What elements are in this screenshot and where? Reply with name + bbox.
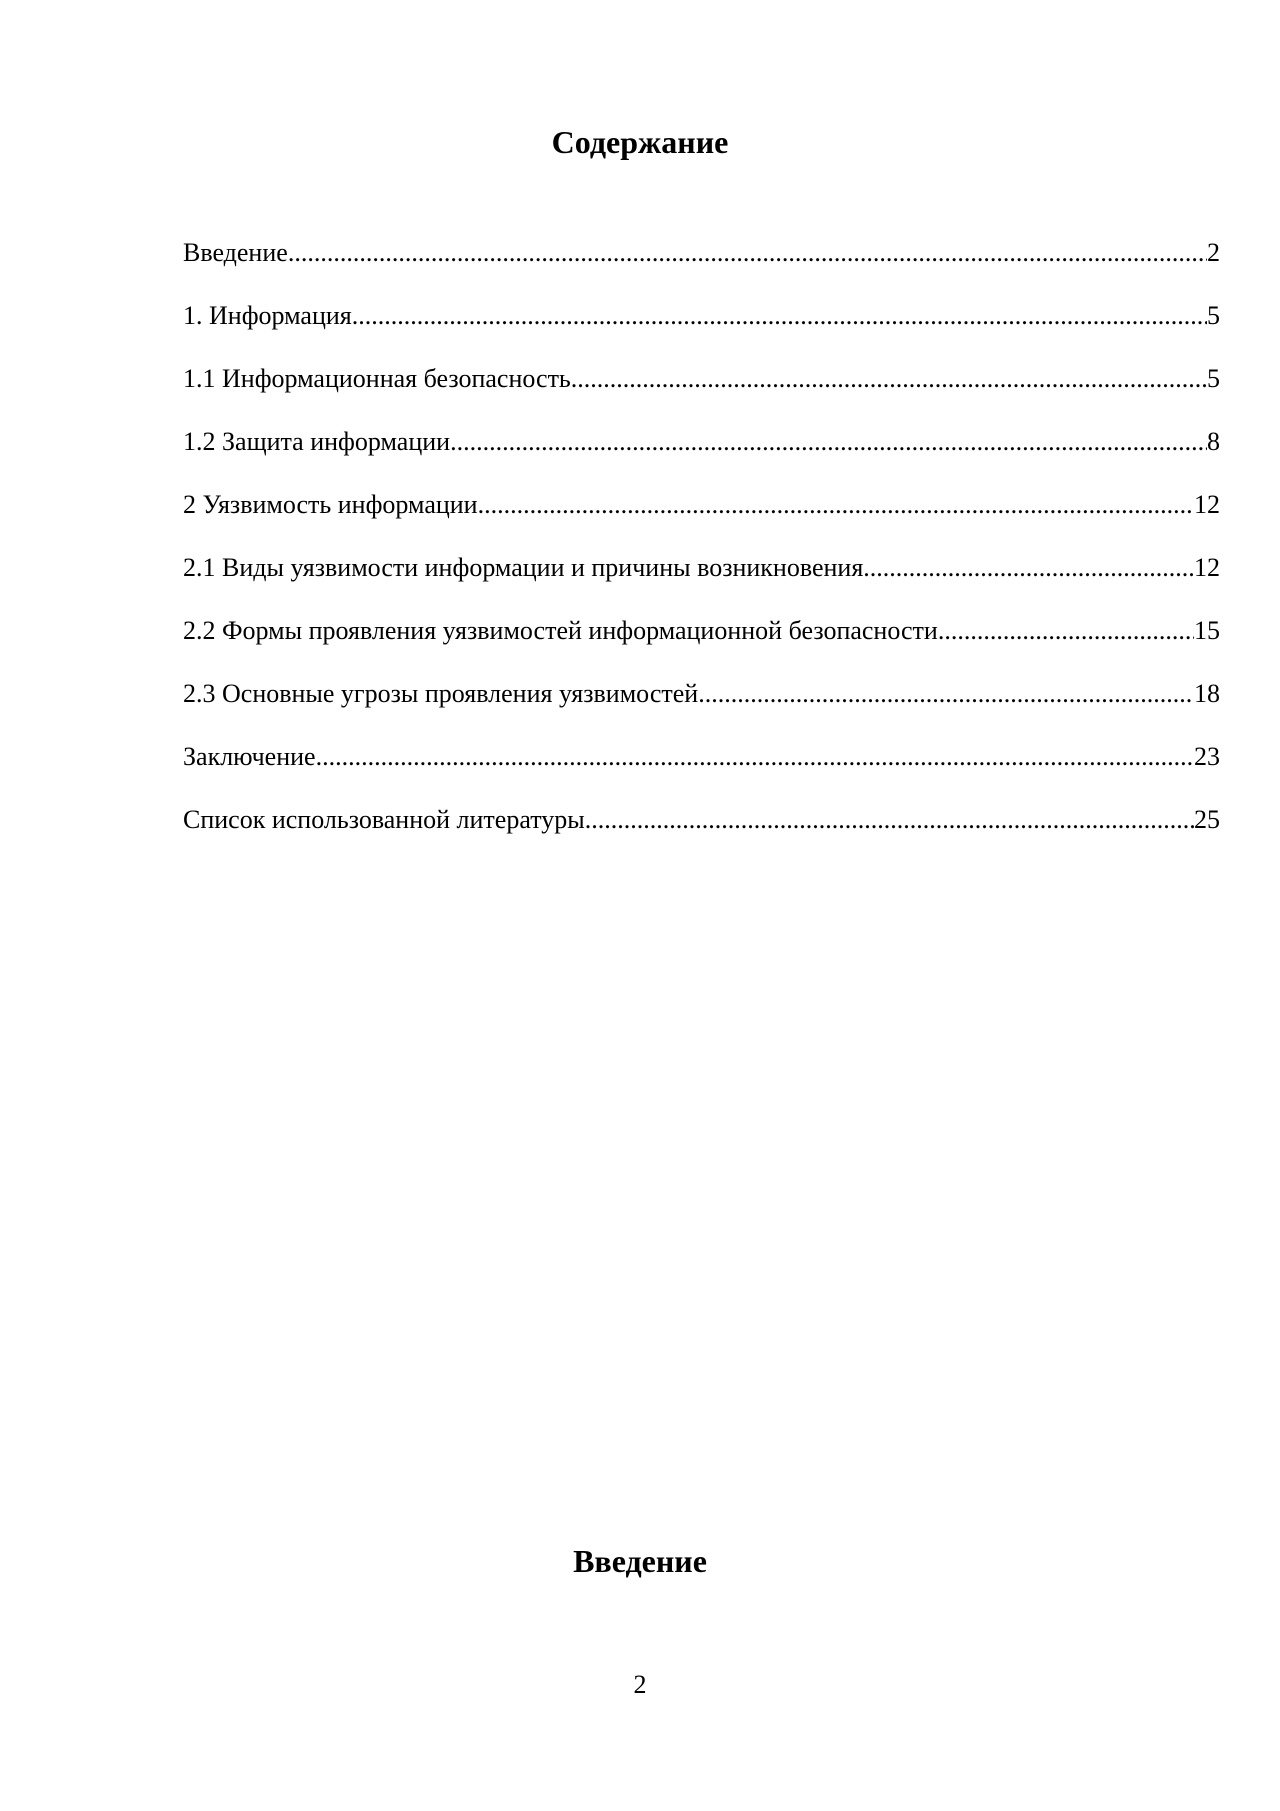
toc-dot-leader <box>938 614 1194 648</box>
section-heading: Введение <box>573 1543 707 1579</box>
toc-entry[interactable] <box>183 488 1220 551</box>
toc-dot-leader <box>571 362 1207 396</box>
toc-title: Содержание <box>551 124 729 160</box>
toc-entry-page: 25 <box>1194 805 1220 834</box>
toc-entry[interactable] <box>183 425 1220 488</box>
toc-entry[interactable] <box>183 236 1220 299</box>
toc-dot-leader <box>288 236 1207 270</box>
toc-entry-page: 12 <box>1194 553 1220 582</box>
toc-entry-page: 8 <box>1207 427 1220 456</box>
toc-entry-page: 23 <box>1194 742 1220 771</box>
toc-entry-label: 1.2 Защита информации <box>183 427 451 456</box>
toc-entry-label: Заключение <box>183 742 316 771</box>
toc-dot-leader <box>352 299 1207 333</box>
page-number: 2 <box>633 1670 647 1699</box>
toc-entry-page: 18 <box>1194 679 1220 708</box>
table-of-contents <box>183 236 1220 866</box>
toc-dot-leader <box>478 488 1194 522</box>
toc-entry-page: 15 <box>1194 616 1220 645</box>
toc-dot-leader <box>450 425 1207 459</box>
toc-dot-leader <box>863 551 1194 585</box>
toc-entry-page: 5 <box>1207 301 1220 330</box>
toc-entry-label: Список использованной литературы <box>183 805 585 834</box>
toc-entry[interactable] <box>183 677 1220 740</box>
toc-entry[interactable] <box>183 299 1220 362</box>
toc-entry[interactable] <box>183 614 1220 677</box>
toc-entry-label: 1. Информация <box>183 301 352 330</box>
toc-entry-label: 1.1 Информационная безопасность <box>183 364 571 393</box>
toc-dot-leader <box>585 803 1194 837</box>
toc-entry-page: 5 <box>1207 364 1220 393</box>
toc-entry[interactable] <box>183 803 1220 866</box>
toc-entry-page: 2 <box>1207 238 1220 267</box>
toc-dot-leader <box>698 677 1194 711</box>
toc-entry-label: 2.1 Виды уязвимости информации и причины возникновения <box>183 553 864 582</box>
toc-entry-label: 2 Уязвимость информации <box>183 490 478 519</box>
toc-entry[interactable] <box>183 362 1220 425</box>
toc-dot-leader <box>316 740 1194 774</box>
toc-entry-label: 2.2 Формы проявления уязвимостей информационной безопасности <box>183 616 938 645</box>
toc-entry-label: 2.3 Основные угрозы проявления уязвимостей <box>183 679 699 708</box>
toc-entry[interactable] <box>183 551 1220 614</box>
toc-entry-label: Введение <box>183 238 288 267</box>
toc-entry-page: 12 <box>1194 490 1220 519</box>
toc-entry[interactable] <box>183 740 1220 803</box>
